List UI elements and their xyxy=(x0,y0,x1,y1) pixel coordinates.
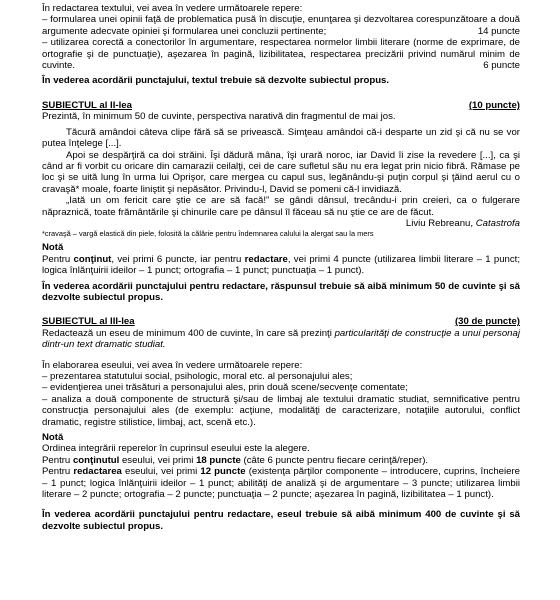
subject3-nota-title: Notă xyxy=(42,432,64,444)
subject3-redact-points xyxy=(42,466,520,500)
subject3 xyxy=(42,316,520,532)
subject1-tail xyxy=(42,3,520,87)
redact-text-part: eseului, vei primi xyxy=(121,466,201,478)
redact-bold-points: 12 puncte xyxy=(200,466,246,478)
reper-2: – evidenţierea unei trăsături a personajului ales, prin două scene/secvenţe comentate; xyxy=(42,382,408,394)
subject1-bold-note: În vederea acordării punctajului, textul trebuie să dezvolte subiectul propus. xyxy=(42,75,390,87)
repere-intro: În redactarea textului, vei avea în vedere următoarele repere: xyxy=(42,3,303,14)
content-text-part: (câte 6 puncte pentru fiecare cerinţă/reper). xyxy=(240,454,429,466)
criterion-2-text: – utilizarea corectă a conectorilor în argumentare, respectarea normelor limbii literare (norme de exprimare, de ortografie şi de punctuaţie), aşezarea în pagină, lizibilitatea, respectarea precizării privind numărul minim de cuvinte. xyxy=(42,37,520,72)
subject3-nota-line1: Ordinea integrării reperelor în cuprinsul eseului este la alegere. xyxy=(42,443,310,455)
nota-bold-content: conţinut xyxy=(73,253,112,265)
content-bold-points: 18 puncte xyxy=(196,454,241,466)
subject3-task xyxy=(42,328,520,351)
content-bold-label: conţinutul xyxy=(72,454,120,466)
subject3-points: (30 de puncte) xyxy=(454,316,520,328)
criterion-1-points: 14 puncte xyxy=(477,25,520,37)
subject2-bold-note: În vederea acordării punctajului pentru redactare, răspunsul trebuie să aibă minimum 50 de cuvinte şi să dezvolte subiectul propus. xyxy=(42,280,520,303)
subject2-header xyxy=(42,100,520,111)
nota-text-part: , vei primi 4 puncte (utilizarea limbii literare – 1 punct; logica înlănţuirii ideilor – 1 punct; ortografia – 1 punct; punctuaţia – 1 punct). xyxy=(42,253,520,277)
subject3-header xyxy=(42,316,520,327)
nota-text-part: , vei primi 6 puncte, iar pentru xyxy=(111,253,245,265)
task-text: Redactează un eseu de minimum 400 de cuvinte, în care să prezinţi xyxy=(42,327,335,339)
excerpt-work: Catastrofa xyxy=(475,217,520,229)
subject2 xyxy=(42,100,520,304)
reper-3: – analiza a două componente de structură şi/sau de limbaj ale textului dramatic studiat, semnificative pentru construcţia personajului ales (de exemplu: acţiune, modalităţi de caracterizare, notaţiile autorului, conflict dramatic, registre stilistice, limbaj, act, scenă etc.). xyxy=(42,393,520,428)
subject2-nota-title: Notă xyxy=(42,242,64,254)
subject3-bold-note: În vederea acordării punctajului pentru redactare, eseul trebuie să aibă minimum 400 de cuvinte şi să dezvolte subiectul propus. xyxy=(42,509,520,532)
criterion-1-text: – formularea unei opinii faţă de problematica pusă în discuţie, enunţarea şi dezvoltarea corespunzătoare a două argumente adecvate opiniei şi formularea unei concluzii pertinente; xyxy=(42,14,520,37)
subject2-points: (10 puncte) xyxy=(468,99,520,111)
subject3-content-points xyxy=(42,455,520,466)
excerpt-paragraph-2: Apoi se despărţiră ca doi străini. Îşi dădură mâna, îşi urară noroc, iar David îi zise la revedere [...], ca şi când ar fi vorbit cu oricare din camarazii ceilalţi, cei de care sufletul său nu era legat prin nicio fibră. Rămase pe loc şi se uită lung în urma lui Oprişor, care mergea cu capul sus, legănându-şi puţin corpul şi ţăind aerul cu o cravaşă* moale, foarte liniştit şi nepăsător. Privindu-l, David se pomeni că-l invidiază. xyxy=(42,149,520,195)
excerpt-author: Liviu Rebreanu, xyxy=(405,217,474,229)
redact-text-part: (existenţa părţilor componente – introducere, cuprins, încheiere – 1 punct; logica înlănţuirii ideilor – 1 punct; abilităţi de analiză şi de argumentare – 3 puncte; utilizarea limbii literare – 2 puncte; ortografia – 2 puncte; punctuaţia – 2 puncte; aşezarea în pagină, lizibilitatea – 1 punct). xyxy=(42,466,521,501)
subject2-title: SUBIECTUL al II-lea xyxy=(42,99,132,111)
redact-bold-label: redactarea xyxy=(73,466,122,478)
redact-text-part: Pentru xyxy=(42,466,74,478)
content-text-part: Pentru xyxy=(42,454,73,466)
nota-bold-redactare: redactare xyxy=(244,253,288,265)
criterion-2-points: 6 puncte xyxy=(483,60,520,72)
subject3-repere-intro: În elaborarea eseului, vei avea în vedere următoarele repere: xyxy=(42,359,303,371)
subject3-title: SUBIECTUL al III-lea xyxy=(42,316,135,328)
excerpt-paragraph-3: „Iată un om fericit care ştie ce are să facă!” se gândi dânsul, trecându-i prin creieri, ca o fulgerare năpraznică, toate frământările şi chinurile care pe dânsul îl făceau să nu ştie ce are de făcut. xyxy=(42,195,520,218)
subject2-nota-text xyxy=(42,254,520,277)
excerpt-source xyxy=(42,218,520,229)
content-text-part: eseului, vei primi xyxy=(119,454,197,466)
nota-text-part: Pentru xyxy=(42,253,74,265)
excerpt-paragraph-1: Tăcură amândoi câteva clipe fără să se privească. Simţeau amândoi că-i desparte un zid şi că nu se vor putea înţelege [...]. xyxy=(42,126,520,150)
reper-1: – prezentarea statutului social, psihologic, moral etc. al personajului ales; xyxy=(42,371,353,382)
subject2-task: Prezintă, în minimum 50 de cuvinte, perspectiva narativă din fragmentul de mai jos. xyxy=(42,111,396,123)
excerpt-footnote: *cravaşă – vargă elastică din piele, folosită la călărie pentru îndemnarea calului la alergat sau la mers xyxy=(42,229,374,239)
task-italic-text: particularităţi de construcţie a unui personaj dintr-un text dramatic studiat. xyxy=(42,327,520,351)
